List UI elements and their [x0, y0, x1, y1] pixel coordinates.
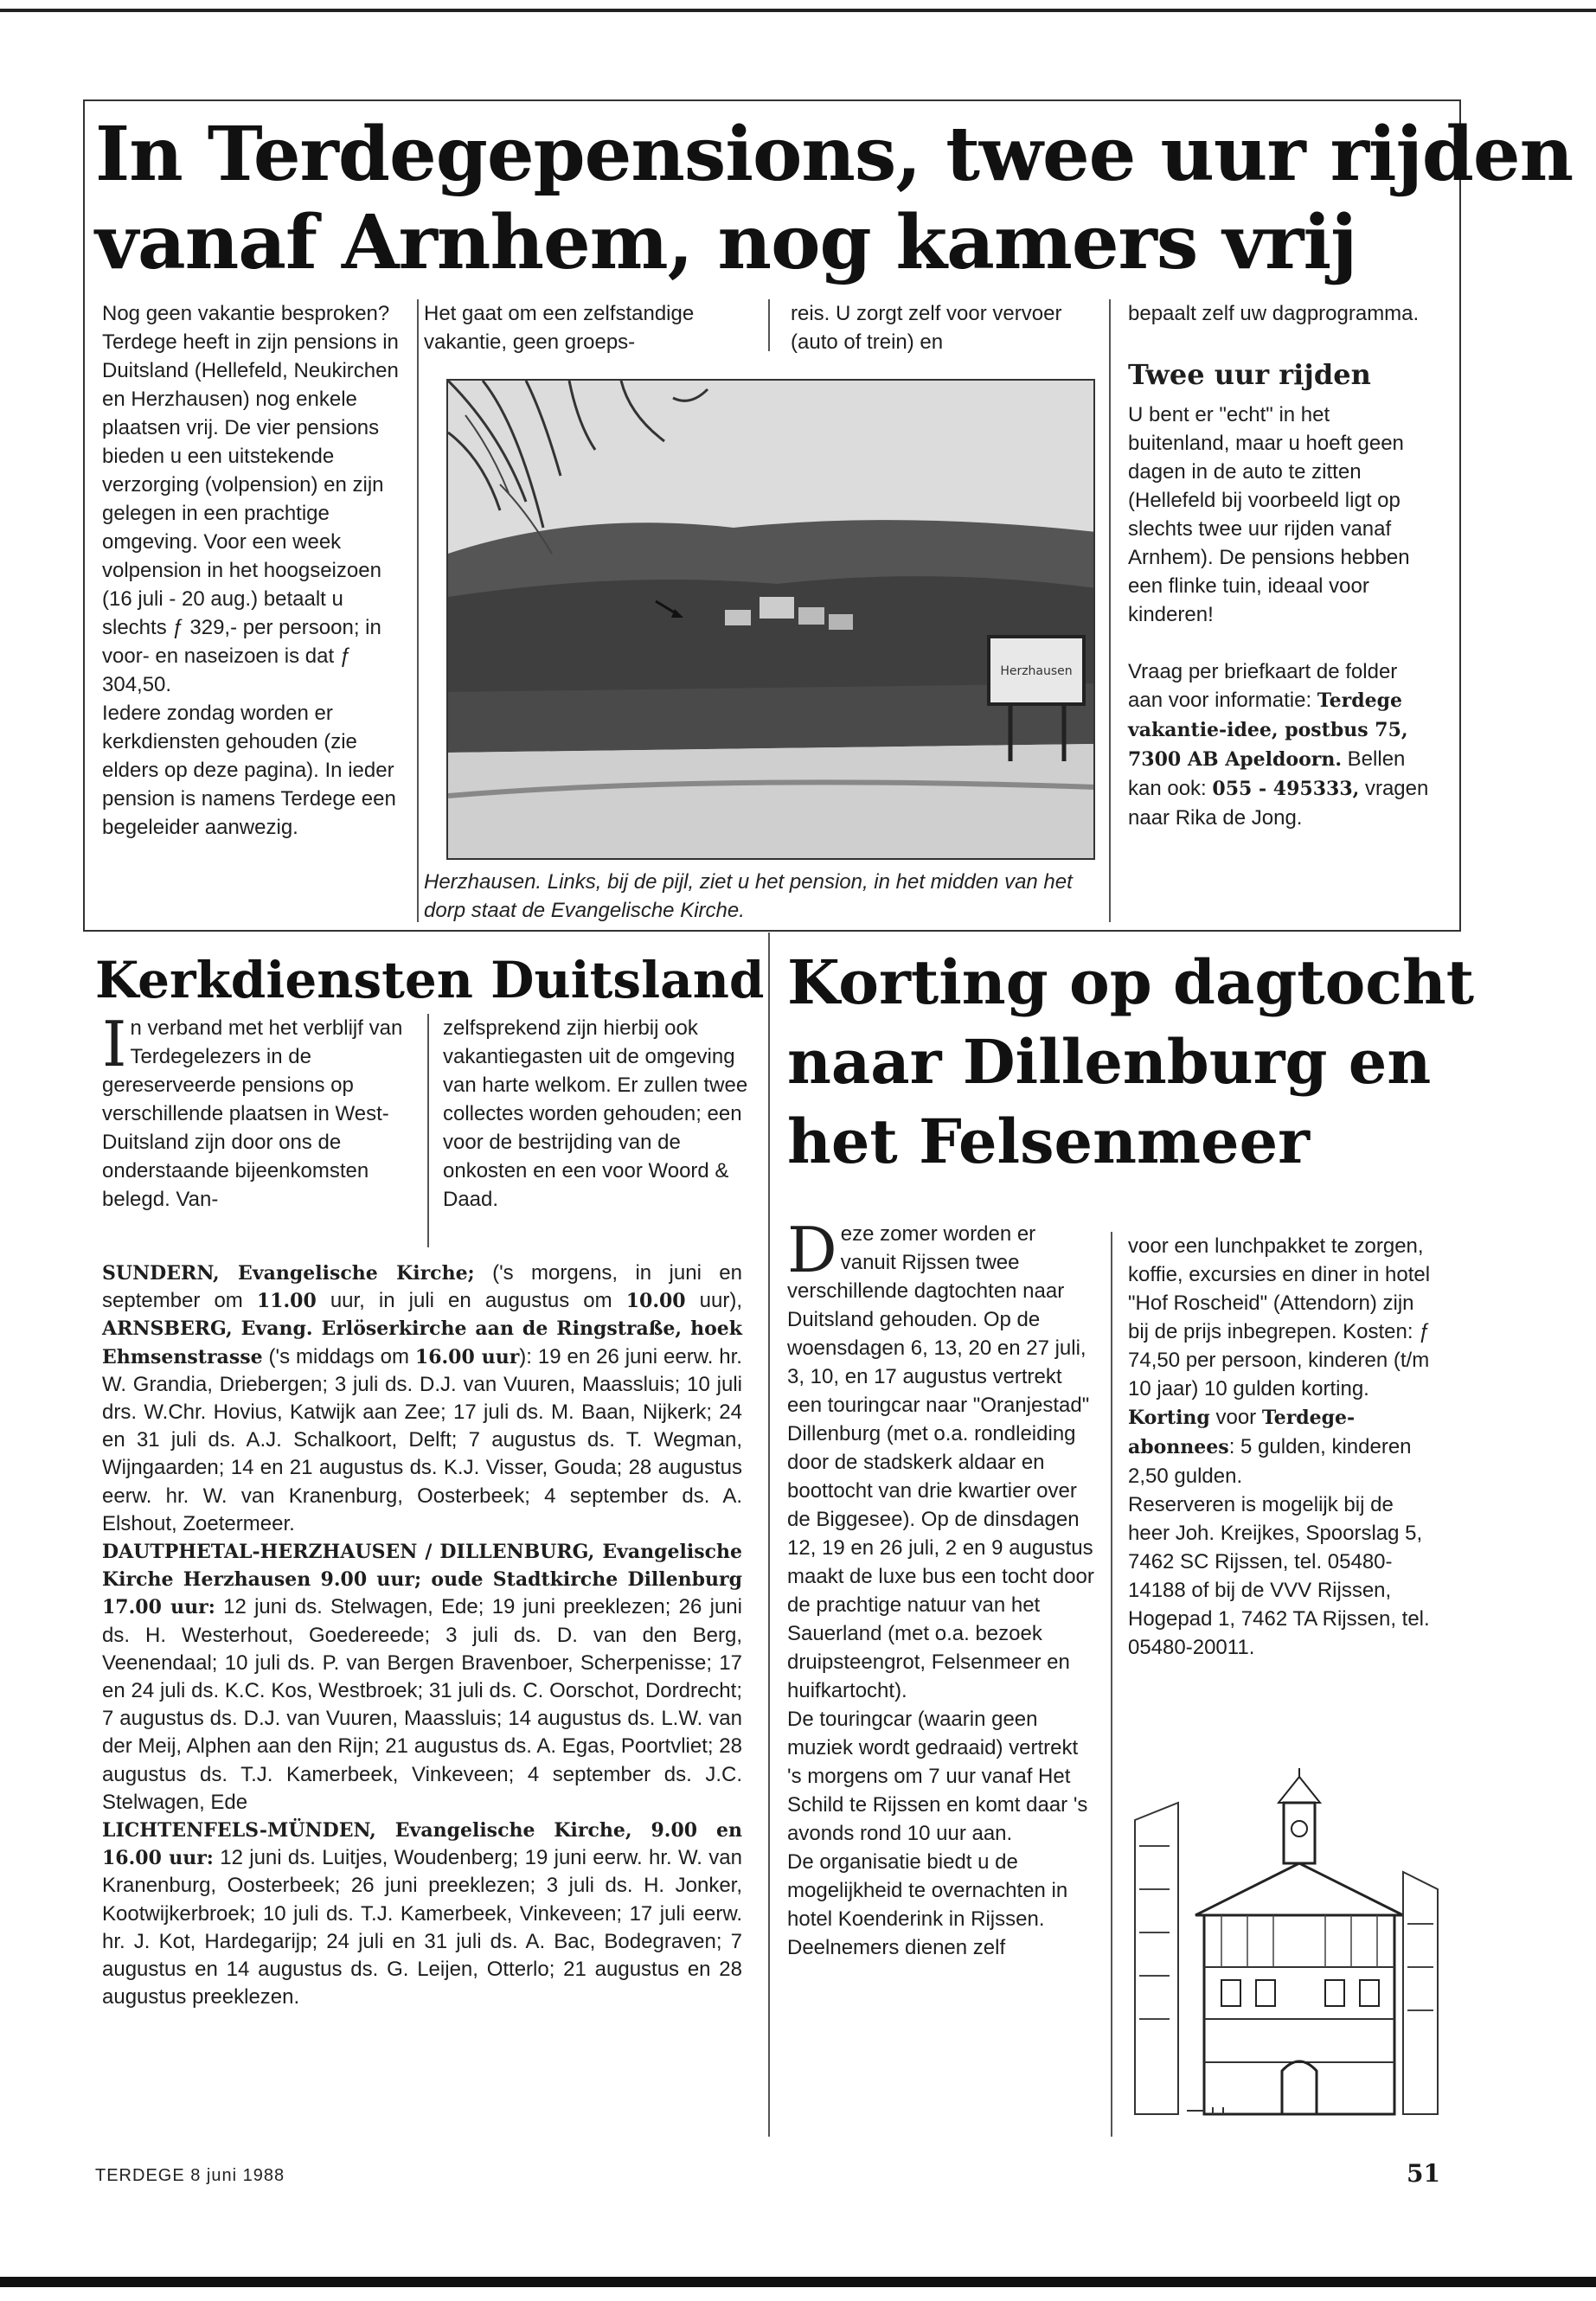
article1-col2-text: Het gaat om een zelfstandige vakantie, geen groeps- — [424, 302, 695, 354]
article2-intro-col2 — [443, 1014, 751, 1214]
article3-col2-post: : 5 gulden, kinderen 2,50 gulden. — [1128, 1435, 1412, 1488]
schedule-dautphetal-title: DAUTPHETAL-HERZHAUSEN / DILLENBURG, Evangelische Kirche Herzhausen 9.00 uur; oude Stadtkirche Dillenburg 17.00 uur: — [102, 1541, 742, 1619]
page-number: 51 — [1407, 2159, 1440, 2188]
landscape-illustration — [448, 381, 1095, 860]
schedule-text: 12 juni ds. Stelwagen, Ede; 19 juni preeklezen; 26 juni ds. H. Westerhout, Goedereede; 3 juli ds. D. van den Berg, Veenendaal; 10 juli ds. P. van Bergen Bravenboer, Scherpenisse; 17 en 24 juli ds. K.C. Kos, Westbroek; 31 juli ds. C. Oorschot, Dordrecht; 7 augustus ds. D.J. van Vuuren, Maassluis; 14 augustus ds. L.W. van der Meij, Alphen aan den Rijn; 21 augustus ds. A. Egas, Poortvliet; 28 augustus ds. T.J. Kamerbeek, Vinkeveen; 4 september ds. J.C. Stelwagen, Ede — [102, 1595, 742, 1814]
article1-col3-text: reis. U zorgt zelf voor vervoer (auto of trein) en — [791, 302, 1062, 354]
article1-col4-text-a: bepaalt zelf uw dagprogramma. — [1128, 302, 1420, 325]
article2-headline: Kerkdiensten Duitsland — [95, 951, 765, 1009]
article1-col4-contact — [1128, 657, 1436, 832]
schedule-sundern-title: SUNDERN, Evangelische Kirche; — [102, 1262, 475, 1285]
schedule-text: uur, in juli en augustus om — [316, 1289, 626, 1313]
photo-caption: Herzhausen. Links, bij de pijl, ziet u het pension, in het midden van het dorp staat de Evangelische Kirche. — [424, 870, 1073, 922]
schedule-text: ('s middags om — [262, 1344, 415, 1368]
page-top-border — [0, 9, 1596, 12]
article2-intro-b: zelfsprekend zijn hierbij ook vakantiegasten uit de omgeving van harte welkom. Er zullen twee collectes worden gehouden; een voor de bestrijding van de onkosten en een voor Woord & Daad. — [443, 1016, 748, 1211]
article1-col1-text: Nog geen vakantie besproken? Terdege heeft in zijn pensions in Duitsland (Hellefeld, Neukirchen en Herzhausen) nog enkele plaatsen vrij. De vier pensions bieden u een uitstekende verzorging (volpension) en zijn gelegen in een prachtige omgeving. Voor een week volpension in het hoogseizoen (16 juli - 20 aug.) betaalt u slechts ƒ 329,- per persoon; in voor- en naseizoen is dat ƒ 304,50. — [102, 302, 399, 696]
article3-text-d: Deelnemers dienen zelf — [787, 1936, 1006, 1959]
footer-issue: TERDEGE 8 juni 1988 — [95, 2166, 285, 2185]
town-hall-drawing — [1126, 1768, 1443, 2119]
article1-subheading: Twee uur rijden — [1128, 358, 1371, 391]
column-rule-2 — [768, 299, 770, 351]
article1-col2-top — [424, 299, 753, 356]
schedule-text: ): 19 en 26 juni eerw. hr. W. Grandia, Driebergen; 3 juli ds. D.J. van Vuuren, Maassluis; 10 juli drs. W.Chr. Hovius, Katwijk aan Zee; 17 juli ds. M. Baan, Nijkerk; 24 en 31 juli ds. A.J. Schalkoort, Delft; 7 augustus ds. T. Wegman, Wijngaarden; 14 en 21 augustus ds. K.J. Visser, Gouda; 28 augustus eerw. hr. W. van Kranenburg, Oosterbeek; 4 september ds. A. Elshout, Zoetermeer. — [102, 1344, 742, 1535]
article3-col2 — [1128, 1232, 1436, 1662]
article2-dropcap: I — [102, 1008, 127, 1080]
headline-line-1: In Terdegepensions, twee uur rijden — [95, 111, 1574, 198]
column-rule-3 — [1109, 299, 1111, 922]
article2-inner-rule — [427, 1014, 429, 1247]
article3-dropcap: D — [787, 1214, 837, 1286]
contact-phone: 055 - 495333, — [1212, 778, 1360, 800]
article3-headline-line1: Korting op dagtocht — [787, 946, 1475, 1018]
contact-address: Terdege vakantie-idee, postbus 75, 7300 AB Apeldoorn. — [1128, 689, 1408, 771]
page-bottom-border — [0, 2277, 1596, 2287]
schedule-time: 11.00 — [256, 1290, 317, 1313]
schedule-text: ('s morgens, in juni en september om — [102, 1261, 742, 1313]
article1-col3-top — [791, 299, 1085, 356]
herzhausen-photo — [446, 379, 1095, 860]
article2-divider — [768, 933, 770, 2137]
schedule-lichtenfels-title: LICHTENFELS-MÜNDEN, Evangelische Kirche, 9.00 en 16.00 uur: — [102, 1819, 742, 1870]
church-schedule — [102, 1259, 742, 2011]
article3-headline-line2: naar Dillenburg en — [787, 1026, 1432, 1098]
schedule-time: 16.00 uur — [414, 1345, 520, 1368]
village-sign-text: Herzhausen — [1000, 664, 1073, 678]
contact-intro: Vraag per briefkaart de folder aan voor informatie: — [1128, 660, 1398, 712]
article1-col1-text-b: Iedere zondag worden er kerkdiensten gehouden (zie elders op deze pagina). In ieder pension is namens Terdege een begeleider aanwezig. — [102, 702, 396, 839]
schedule-time: 10.00 — [625, 1290, 686, 1313]
article3-col1 — [787, 1214, 1095, 1962]
article1-col4-text-b: U bent er "echt" in het buitenland, maar u hoeft geen dagen in de auto te zitten (Hellefeld bij voorbeeld ligt op slechts twee uur rijden vanaf Arnhem). De pensions hebben een flinke tuin, ideaal voor kinderen! — [1128, 403, 1410, 626]
column-rule-1 — [417, 299, 419, 922]
abonnees-label: Terdege-abonnees — [1128, 1407, 1356, 1458]
article3-reservation: Reserveren is mogelijk bij de heer Joh. Kreijkes, Spoorslag 5, 7462 SC Rijssen, tel. 05480-14188 of bij de VVV Rijssen, Hogepad 1, 7462 TA Rijssen, tel. 05480-20011. — [1128, 1493, 1430, 1659]
dillenburg-sketch — [1126, 1768, 1443, 2119]
schedule-arnsberg-title: ARNSBERG, Evang. Erlöserkirche aan de Ringstraße, hoek Ehmsenstrasse — [102, 1317, 742, 1368]
article3-text-c: De organisatie biedt u de mogelijkheid te overnachten in hotel Koenderink in Rijssen. — [787, 1850, 1068, 1931]
article3-headline — [787, 943, 1474, 1182]
article1-col4 — [1128, 299, 1436, 832]
article3-text-b: De touringcar (waarin geen muziek wordt gedraaid) vertrekt 's morgens om 7 uur vanaf Het Schild te Rijssen en komt daar 's avonds rond 10 uur aan. — [787, 1708, 1088, 1845]
article3-text-a: eze zomer worden er vanuit Rijssen twee verschillende dagtochten naar Duitsland gehouden. Op de woensdagen 6, 13, 20 en 27 juli, 3, 10, en 17 augustus vertrekt een touringcar naar "Oranjestad" Dillenburg (met o.a. rondleiding door de stadskerk aldaar en boottocht van drie kwartier over de Biggesee). Op de dinsdagen 12, 19 en 26 juli, 2 en 9 augustus maakt de luxe bus een tocht door de prachtige natuur van het Sauerland (met o.a. bezoek druipsteengrot, Felsenmeer en huifkartocht). — [787, 1222, 1094, 1702]
schedule-text: uur), — [685, 1289, 743, 1313]
article2-intro-col1 — [102, 1008, 419, 1214]
article3-col2-text-a: voor een lunchpakket te zorgen, koffie, excursies en diner in hotel "Hof Roscheid" (Attendorn) zijn bij de prijs inbegrepen. Kosten: ƒ 74,50 per persoon, kinderen (t/m 10 jaar) 10 gulden korting. — [1128, 1234, 1431, 1400]
article3-headline-line3: het Felsenmeer — [787, 1106, 1310, 1177]
headline-line-2: vanaf Arnhem, nog kamers vrij — [95, 199, 1357, 286]
article1-headline — [95, 111, 1573, 287]
schedule-text: 12 juni ds. Luitjes, Woudenberg; 19 juni eerw. hr. W. van Kranenburg, Oosterbeek; 26 juni preeklezen; 3 juli ds. H. Jonker, Kootwijkerbroek; 10 juli ds. T.J. Kamerbeek, Vinkeveen; 17 juli eerw. hr. J. Kot, Hardegarijp; 24 juli en 31 juli ds. A. Bac, Bodegraven; 7 augustus en 14 augustus ds. G. Leijen, Otterlo; 21 augustus en 28 augustus preeklezen. — [102, 1846, 742, 2009]
article3-inner-rule — [1111, 1232, 1112, 2137]
contact-post: vragen naar Rika de Jong. — [1128, 777, 1429, 830]
article1-col1 — [102, 299, 407, 842]
article2-intro-a: n verband met het verblijf van Terdegelezers in de gereserveerde pensions op verschillende plaatsen in West-Duitsland zijn door ons de onderstaande bijeenkomsten belegd. Van- — [102, 1016, 403, 1211]
article3-col2-mid: voor — [1209, 1406, 1262, 1429]
contact-mid: Bellen kan ook: — [1128, 747, 1406, 800]
korting-label: Korting — [1128, 1407, 1210, 1429]
